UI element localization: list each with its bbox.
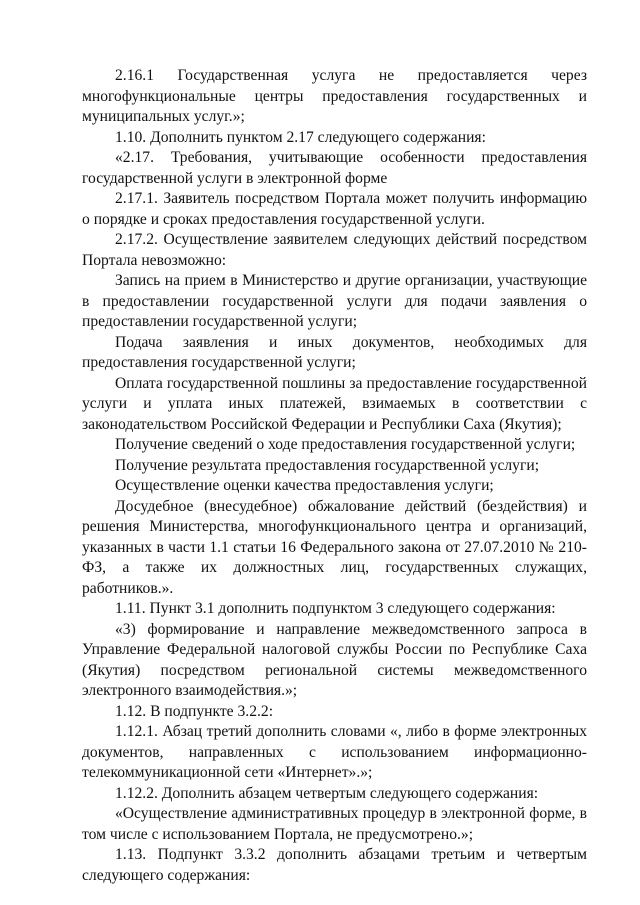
paragraph-payment: Оплата государственной пошлины за предоставление государственной услуги и уплата иных платежей, взимаемых в соответствии с законодательством Российской Федерации и Республики Саха (Якутия); bbox=[82, 374, 587, 433]
paragraph-2-17-2: 2.17.2. Осуществление заявителем следующих действий посредством Портала невозможно: bbox=[82, 231, 587, 269]
paragraph-1-12-1: 1.12.1. Абзац третий дополнить словами «, либо в форме электронных документов, направленных с использованием информационно-телекоммуникационной сети «Интернет».»; bbox=[82, 723, 587, 781]
paragraph-2-17-heading: «2.17. Требования, учитывающие особенности предоставления государственной услуги в электронной форме bbox=[82, 149, 587, 187]
document-body bbox=[82, 66, 587, 886]
paragraph-electronic-procedures: «Осуществление административных процедур в электронной форме, в том числе с использованием Портала, не предусмотрено.»; bbox=[82, 805, 587, 843]
paragraph-2-16-1: 2.16.1 Государственная услуга не предоставляется через многофункциональные центры предоставления государственных и муниципальных услуг.»; bbox=[82, 67, 587, 125]
paragraph-3-request: «3) формирование и направление межведомственного запроса в Управление Федеральной налоговой службы России по Республике Саха (Якутия) посредством региональной системы межведомственного электронного взаимодействия.»; bbox=[82, 620, 587, 699]
paragraph-2-17-1: 2.17.1. Заявитель посредством Портала может получить информацию о порядке и сроках предоставления государственной услуги. bbox=[82, 190, 587, 228]
paragraph-status: Получение сведений о ходе предоставления государственной услуги; bbox=[115, 436, 576, 453]
paragraph-1-13: 1.13. Подпункт 3.3.2 дополнить абзацами третьим и четвертым следующего содержания: bbox=[82, 846, 587, 884]
paragraph-1-10: 1.10. Дополнить пунктом 2.17 следующего содержания: bbox=[115, 128, 486, 146]
paragraph-1-12: 1.12. В подпункте 3.2.2: bbox=[115, 702, 274, 720]
paragraph-application: Подача заявления и иных документов, необходимых для предоставления государственной услуги; bbox=[82, 333, 587, 371]
paragraph-appointment: Запись на прием в Министерство и другие организации, участвующие в предоставлении государственной услуги для подачи заявления о предоставлении государственной услуги; bbox=[82, 272, 587, 330]
paragraph-quality: Осуществление оценки качества предоставления услуги; bbox=[115, 477, 494, 494]
paragraph-result: Получение результата предоставления государственной услуги; bbox=[115, 456, 540, 474]
paragraph-appeal: Досудебное (внесудебное) обжалование действий (бездействия) и решения Министерства, многофункционального центра и организаций, указанных в части 1.1 статьи 16 Федерального закона от 27.07.2010 № 210-ФЗ, а также их должностных лиц, государственных служащих, работников.». bbox=[82, 497, 587, 597]
paragraph-1-12-2: 1.12.2. Дополнить абзацем четвертым следующего содержания: bbox=[115, 784, 539, 802]
paragraph-1-11: 1.11. Пункт 3.1 дополнить подпунктом 3 следующего содержания: bbox=[115, 600, 556, 617]
